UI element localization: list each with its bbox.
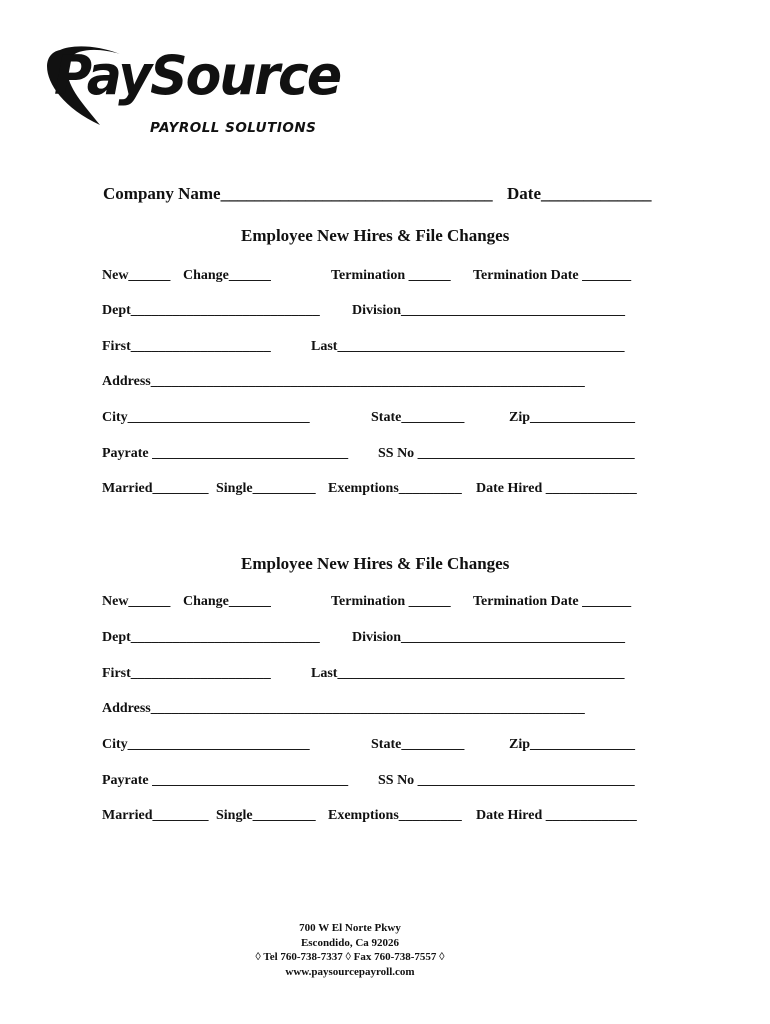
- division-field[interactable]: Division________________________________: [352, 630, 626, 645]
- new-field[interactable]: New______: [102, 594, 171, 609]
- city-field[interactable]: City__________________________: [102, 410, 310, 425]
- company-name-field[interactable]: Company Name________________________________: [103, 184, 493, 203]
- division-field[interactable]: Division________________________________: [352, 303, 626, 318]
- date-field[interactable]: Date_____________: [507, 184, 652, 203]
- footer-phone-fax: ◊ Tel 760-738-7337 ◊ Fax 760-738-7557 ◊: [255, 951, 445, 963]
- payrate-field[interactable]: Payrate ____________________________: [102, 446, 349, 461]
- change-field[interactable]: Change______: [183, 594, 271, 609]
- payrate-field[interactable]: Payrate ____________________________: [102, 773, 349, 788]
- zip-field[interactable]: Zip_______________: [509, 410, 636, 425]
- footer-address: [0, 921, 700, 979]
- address-field[interactable]: Address______________________________________________________________: [102, 701, 585, 716]
- termination-date-field[interactable]: Termination Date _______: [473, 594, 632, 609]
- footer-city: Escondido, Ca 92026: [300, 936, 400, 949]
- change-field[interactable]: Change______: [183, 268, 271, 283]
- single-field[interactable]: Single_________: [216, 481, 316, 496]
- section-title: Employee New Hires & File Changes: [241, 226, 510, 245]
- address-field[interactable]: Address______________________________________________________________: [102, 374, 585, 389]
- termination-date-field[interactable]: Termination Date _______: [473, 268, 632, 283]
- city-field[interactable]: City__________________________: [102, 737, 310, 752]
- section-title: Employee New Hires & File Changes: [241, 554, 510, 573]
- married-field[interactable]: Married________: [102, 481, 209, 496]
- termination-field[interactable]: Termination ______: [331, 594, 451, 609]
- single-field[interactable]: Single_________: [216, 808, 316, 823]
- married-field[interactable]: Married________: [102, 808, 209, 823]
- new-field[interactable]: New______: [102, 268, 171, 283]
- logo-brand-text: PaySource: [54, 44, 341, 108]
- zip-field[interactable]: Zip_______________: [509, 737, 636, 752]
- exemptions-field[interactable]: Exemptions_________: [328, 481, 462, 496]
- footer-street: 700 W El Norte Pkwy: [299, 922, 401, 934]
- logo-tagline: PAYROLL SOLUTIONS: [150, 120, 317, 136]
- first-name-field[interactable]: First____________________: [102, 666, 271, 681]
- dept-field[interactable]: Dept___________________________: [102, 630, 320, 645]
- state-field[interactable]: State_________: [371, 410, 465, 425]
- ss-no-field[interactable]: SS No _______________________________: [378, 446, 635, 461]
- last-name-field[interactable]: Last_________________________________________: [311, 666, 625, 681]
- ss-no-field[interactable]: SS No _______________________________: [378, 773, 635, 788]
- exemptions-field[interactable]: Exemptions_________: [328, 808, 462, 823]
- last-name-field[interactable]: Last_________________________________________: [311, 339, 625, 354]
- date-hired-field[interactable]: Date Hired _____________: [476, 808, 637, 823]
- footer-website-link[interactable]: www.paysourcepayroll.com: [285, 965, 415, 978]
- date-hired-field[interactable]: Date Hired _____________: [476, 481, 637, 496]
- first-name-field[interactable]: First____________________: [102, 339, 271, 354]
- state-field[interactable]: State_________: [371, 737, 465, 752]
- paysource-logo: [40, 40, 341, 145]
- termination-field[interactable]: Termination ______: [331, 268, 451, 283]
- dept-field[interactable]: Dept___________________________: [102, 303, 320, 318]
